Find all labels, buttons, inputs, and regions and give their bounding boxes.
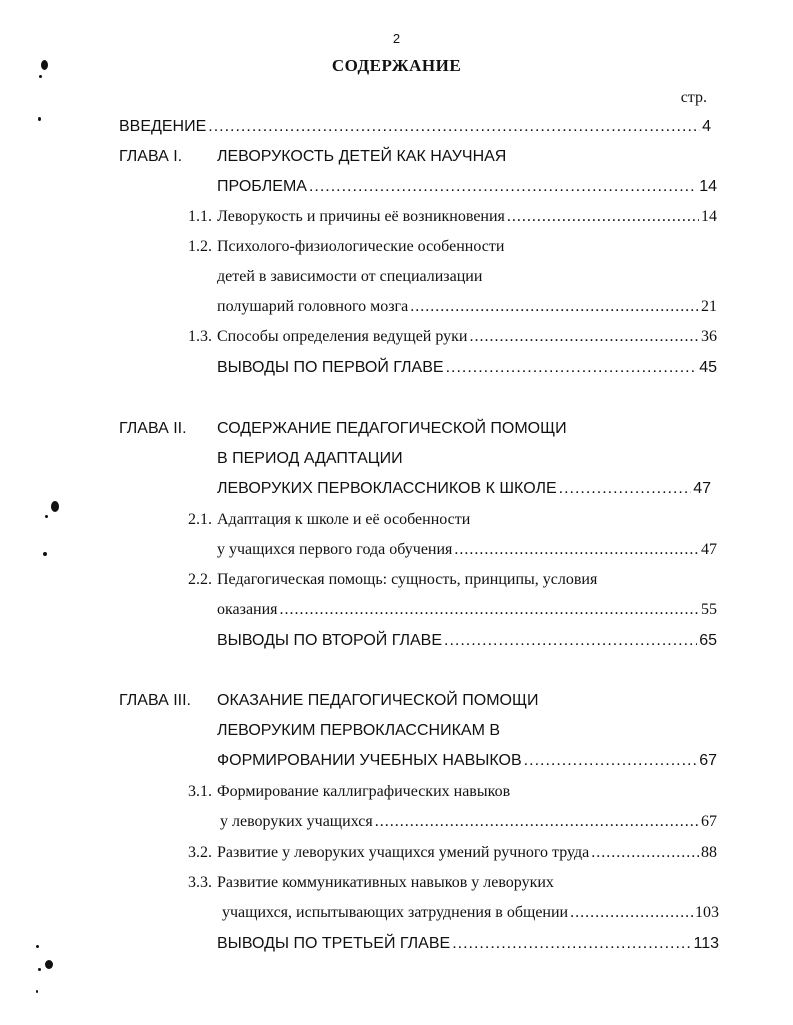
section-title-line: Педагогическая помощь: сущность, принципы, условия — [217, 571, 598, 588]
section-title: оказания — [217, 601, 278, 618]
section-title-line: Формирование каллиграфических навыков — [217, 783, 511, 800]
dot-leader — [507, 206, 699, 228]
scan-speck — [39, 75, 42, 78]
toc-entry-section-3-3[interactable] — [222, 902, 719, 924]
toc-entry-page: 103 — [695, 904, 719, 921]
scan-speck — [38, 968, 41, 971]
toc-entry-intro[interactable] — [119, 116, 711, 138]
dot-leader — [591, 842, 699, 864]
toc-entry-chapter-2[interactable] — [217, 478, 711, 500]
toc-entry-page: 36 — [701, 328, 717, 345]
chapter-title-line: ЛЕВОРУКИХ ПЕРВОКЛАССНИКОВ К ШКОЛЕ — [217, 480, 557, 497]
chapter-title-line: ЛЕВОРУКОСТЬ ДЕТЕЙ КАК НАУЧНАЯ — [217, 148, 507, 165]
dot-leader — [524, 750, 698, 772]
chapter-title-line: ФОРМИРОВАНИИ УЧЕБНЫХ НАВЫКОВ — [217, 752, 522, 769]
section-number: 1.2. — [188, 238, 212, 255]
toc-entry-page: 47 — [693, 480, 711, 497]
chapter-title-line: ЛЕВОРУКИМ ПЕРВОКЛАССНИКАМ В — [217, 722, 501, 739]
section-title: у учащихся первого года обучения — [217, 541, 453, 558]
toc-entry-page: 4 — [702, 118, 711, 135]
chapter-label: ГЛАВА I. — [119, 148, 183, 165]
scan-speck — [45, 960, 53, 969]
scan-speck — [45, 515, 48, 518]
section-title: у леворуких учащихся — [220, 813, 373, 830]
dot-leader — [446, 357, 698, 379]
chapter-title-line: В ПЕРИОД АДАПТАЦИИ — [217, 450, 403, 467]
page-number: 2 — [392, 31, 401, 46]
toc-entry-chapter-1[interactable] — [217, 176, 717, 198]
scan-speck — [36, 990, 38, 993]
section-number: 3.1. — [188, 783, 212, 800]
dot-leader — [309, 176, 697, 198]
dot-leader — [208, 116, 700, 138]
dot-leader — [470, 326, 700, 348]
chapter-title-line: СОДЕРЖАНИЕ ПЕДАГОГИЧЕСКОЙ ПОМОЩИ — [217, 420, 567, 437]
toc-entry-page: 14 — [699, 178, 717, 195]
toc-entry-page: 88 — [701, 844, 717, 861]
section-number: 1.3. — [188, 328, 212, 345]
scan-speck — [38, 117, 41, 121]
toc-entry-section-3-1[interactable] — [220, 811, 717, 833]
section-title-line: Психолого-физиологические особенности — [217, 238, 505, 255]
toc-entry-page: 113 — [693, 935, 719, 952]
toc-entry-section-2-2[interactable] — [217, 599, 717, 621]
page-title: СОДЕРЖАНИЕ — [331, 56, 462, 75]
dot-leader — [570, 902, 693, 924]
toc-entry-label: ВВЕДЕНИЕ — [119, 118, 207, 135]
toc-entry-page: 47 — [701, 541, 717, 558]
dot-leader — [444, 630, 697, 652]
section-title: Леворукость и причины её возникновения — [217, 208, 505, 225]
scan-speck — [41, 60, 48, 70]
dot-leader — [375, 811, 699, 833]
section-title: Способы определения ведущей руки — [217, 328, 468, 345]
toc-entry-section-1-1[interactable] — [217, 206, 717, 228]
section-title-line: Адаптация к школе и её особенности — [217, 511, 471, 528]
section-number: 3.2. — [188, 844, 212, 861]
dot-leader — [454, 539, 699, 561]
page-column-label: стр. — [680, 89, 707, 106]
toc-entry-page: 67 — [701, 813, 717, 830]
toc-entry-page: 67 — [699, 752, 717, 769]
toc-entry-page: 65 — [699, 632, 717, 649]
section-title: полушарий головного мозга — [217, 298, 409, 315]
dot-leader — [280, 599, 699, 621]
scan-speck — [36, 945, 39, 948]
conclusion-title: ВЫВОДЫ ПО ПЕРВОЙ ГЛАВЕ — [217, 359, 444, 376]
toc-entry-page: 55 — [701, 601, 717, 618]
toc-entry-page: 14 — [701, 208, 717, 225]
scan-speck — [43, 552, 47, 556]
toc-entry-section-2-1[interactable] — [217, 539, 717, 561]
dot-leader — [452, 933, 691, 955]
dot-leader — [559, 478, 692, 500]
section-number: 3.3. — [188, 874, 212, 891]
toc-entry-conclusion-3[interactable] — [217, 933, 719, 955]
toc-entry-section-1-3[interactable] — [217, 326, 717, 348]
toc-entry-chapter-3[interactable] — [217, 750, 717, 772]
toc-entry-conclusion-1[interactable] — [217, 357, 717, 379]
toc-entry-conclusion-2[interactable] — [217, 630, 717, 652]
dot-leader — [410, 296, 699, 318]
conclusion-title: ВЫВОДЫ ПО ТРЕТЬЕЙ ГЛАВЕ — [217, 935, 451, 952]
toc-entry-section-3-2[interactable] — [217, 842, 717, 864]
scan-speck — [51, 501, 59, 512]
section-title: Развитие у леворуких учащихся умений ручного труда — [217, 844, 590, 861]
section-title-line: детей в зависимости от специализации — [217, 268, 483, 285]
chapter-label: ГЛАВА II. — [119, 420, 187, 437]
section-number: 2.1. — [188, 511, 212, 528]
section-number: 2.2. — [188, 571, 212, 588]
chapter-title-line: ОКАЗАНИЕ ПЕДАГОГИЧЕСКОЙ ПОМОЩИ — [217, 692, 539, 709]
section-title-line: Развитие коммуникативных навыков у леворуких — [217, 874, 554, 891]
chapter-label: ГЛАВА III. — [119, 692, 191, 709]
section-title: учащихся, испытывающих затруднения в общении — [222, 904, 569, 921]
toc-entry-page: 45 — [699, 359, 717, 376]
toc-entry-page: 21 — [701, 298, 717, 315]
chapter-title-line: ПРОБЛЕМА — [217, 178, 307, 195]
toc-entry-section-1-2[interactable] — [217, 296, 717, 318]
conclusion-title: ВЫВОДЫ ПО ВТОРОЙ ГЛАВЕ — [217, 632, 442, 649]
section-number: 1.1. — [188, 208, 212, 225]
